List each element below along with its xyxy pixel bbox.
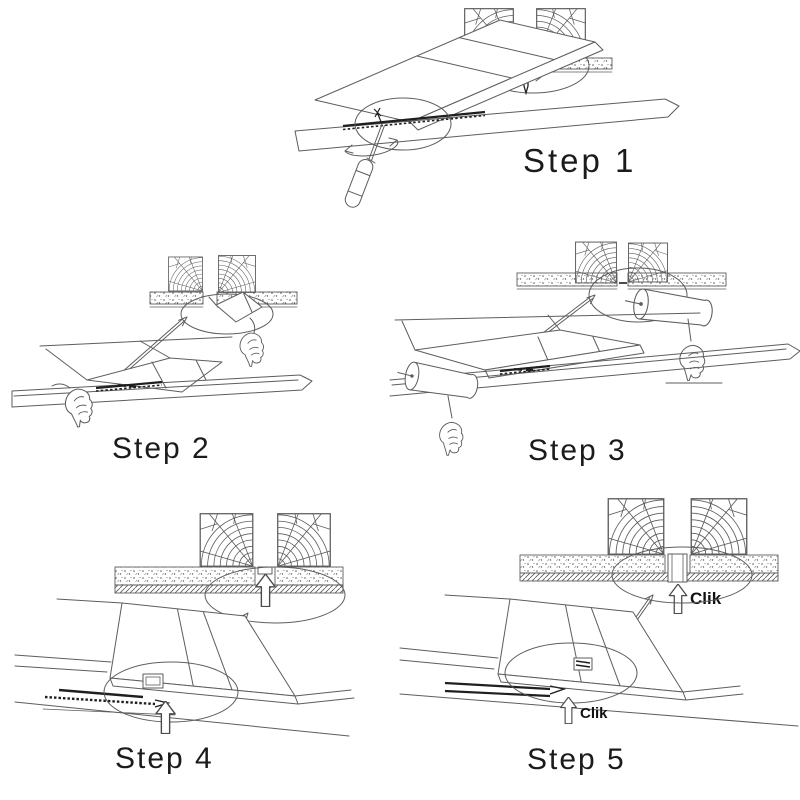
step-label: Step 3	[528, 434, 627, 467]
press-up-arrow-icon	[669, 584, 687, 614]
step-label: Step 2	[112, 432, 211, 465]
step-5-figure	[400, 478, 800, 800]
step-5-drawing	[400, 478, 800, 800]
clik-label: Clik	[580, 705, 608, 722]
step-2-drawing	[0, 228, 330, 475]
step-label: Step 5	[527, 743, 626, 776]
clik-label: Clik	[690, 589, 722, 608]
floor-panels	[295, 20, 679, 151]
click-lock-clip	[668, 554, 687, 582]
thumb-line	[52, 384, 70, 388]
lock-strip	[45, 697, 155, 704]
hand-icon	[680, 345, 705, 380]
floor-panels	[15, 599, 354, 736]
step-4-figure	[15, 478, 350, 800]
step-1-drawing	[285, 0, 660, 225]
step-4-drawing	[15, 478, 350, 800]
wood-cross-section	[150, 255, 297, 328]
step-label: Step 4	[115, 742, 214, 775]
press-up-arrow-icon	[561, 697, 577, 724]
step-3-drawing	[388, 225, 800, 475]
click-lock-clip	[574, 658, 592, 670]
floor-panels	[12, 337, 312, 407]
wood-cross-section	[115, 513, 343, 617]
step-label: Step 1	[523, 142, 637, 179]
step-2-figure	[0, 228, 330, 475]
hand-icon	[238, 332, 266, 368]
step-1-figure	[285, 0, 660, 225]
step-3-figure	[388, 225, 800, 475]
hand-icon	[440, 422, 463, 455]
joint-seam	[59, 690, 143, 697]
roller-icon	[395, 360, 480, 418]
